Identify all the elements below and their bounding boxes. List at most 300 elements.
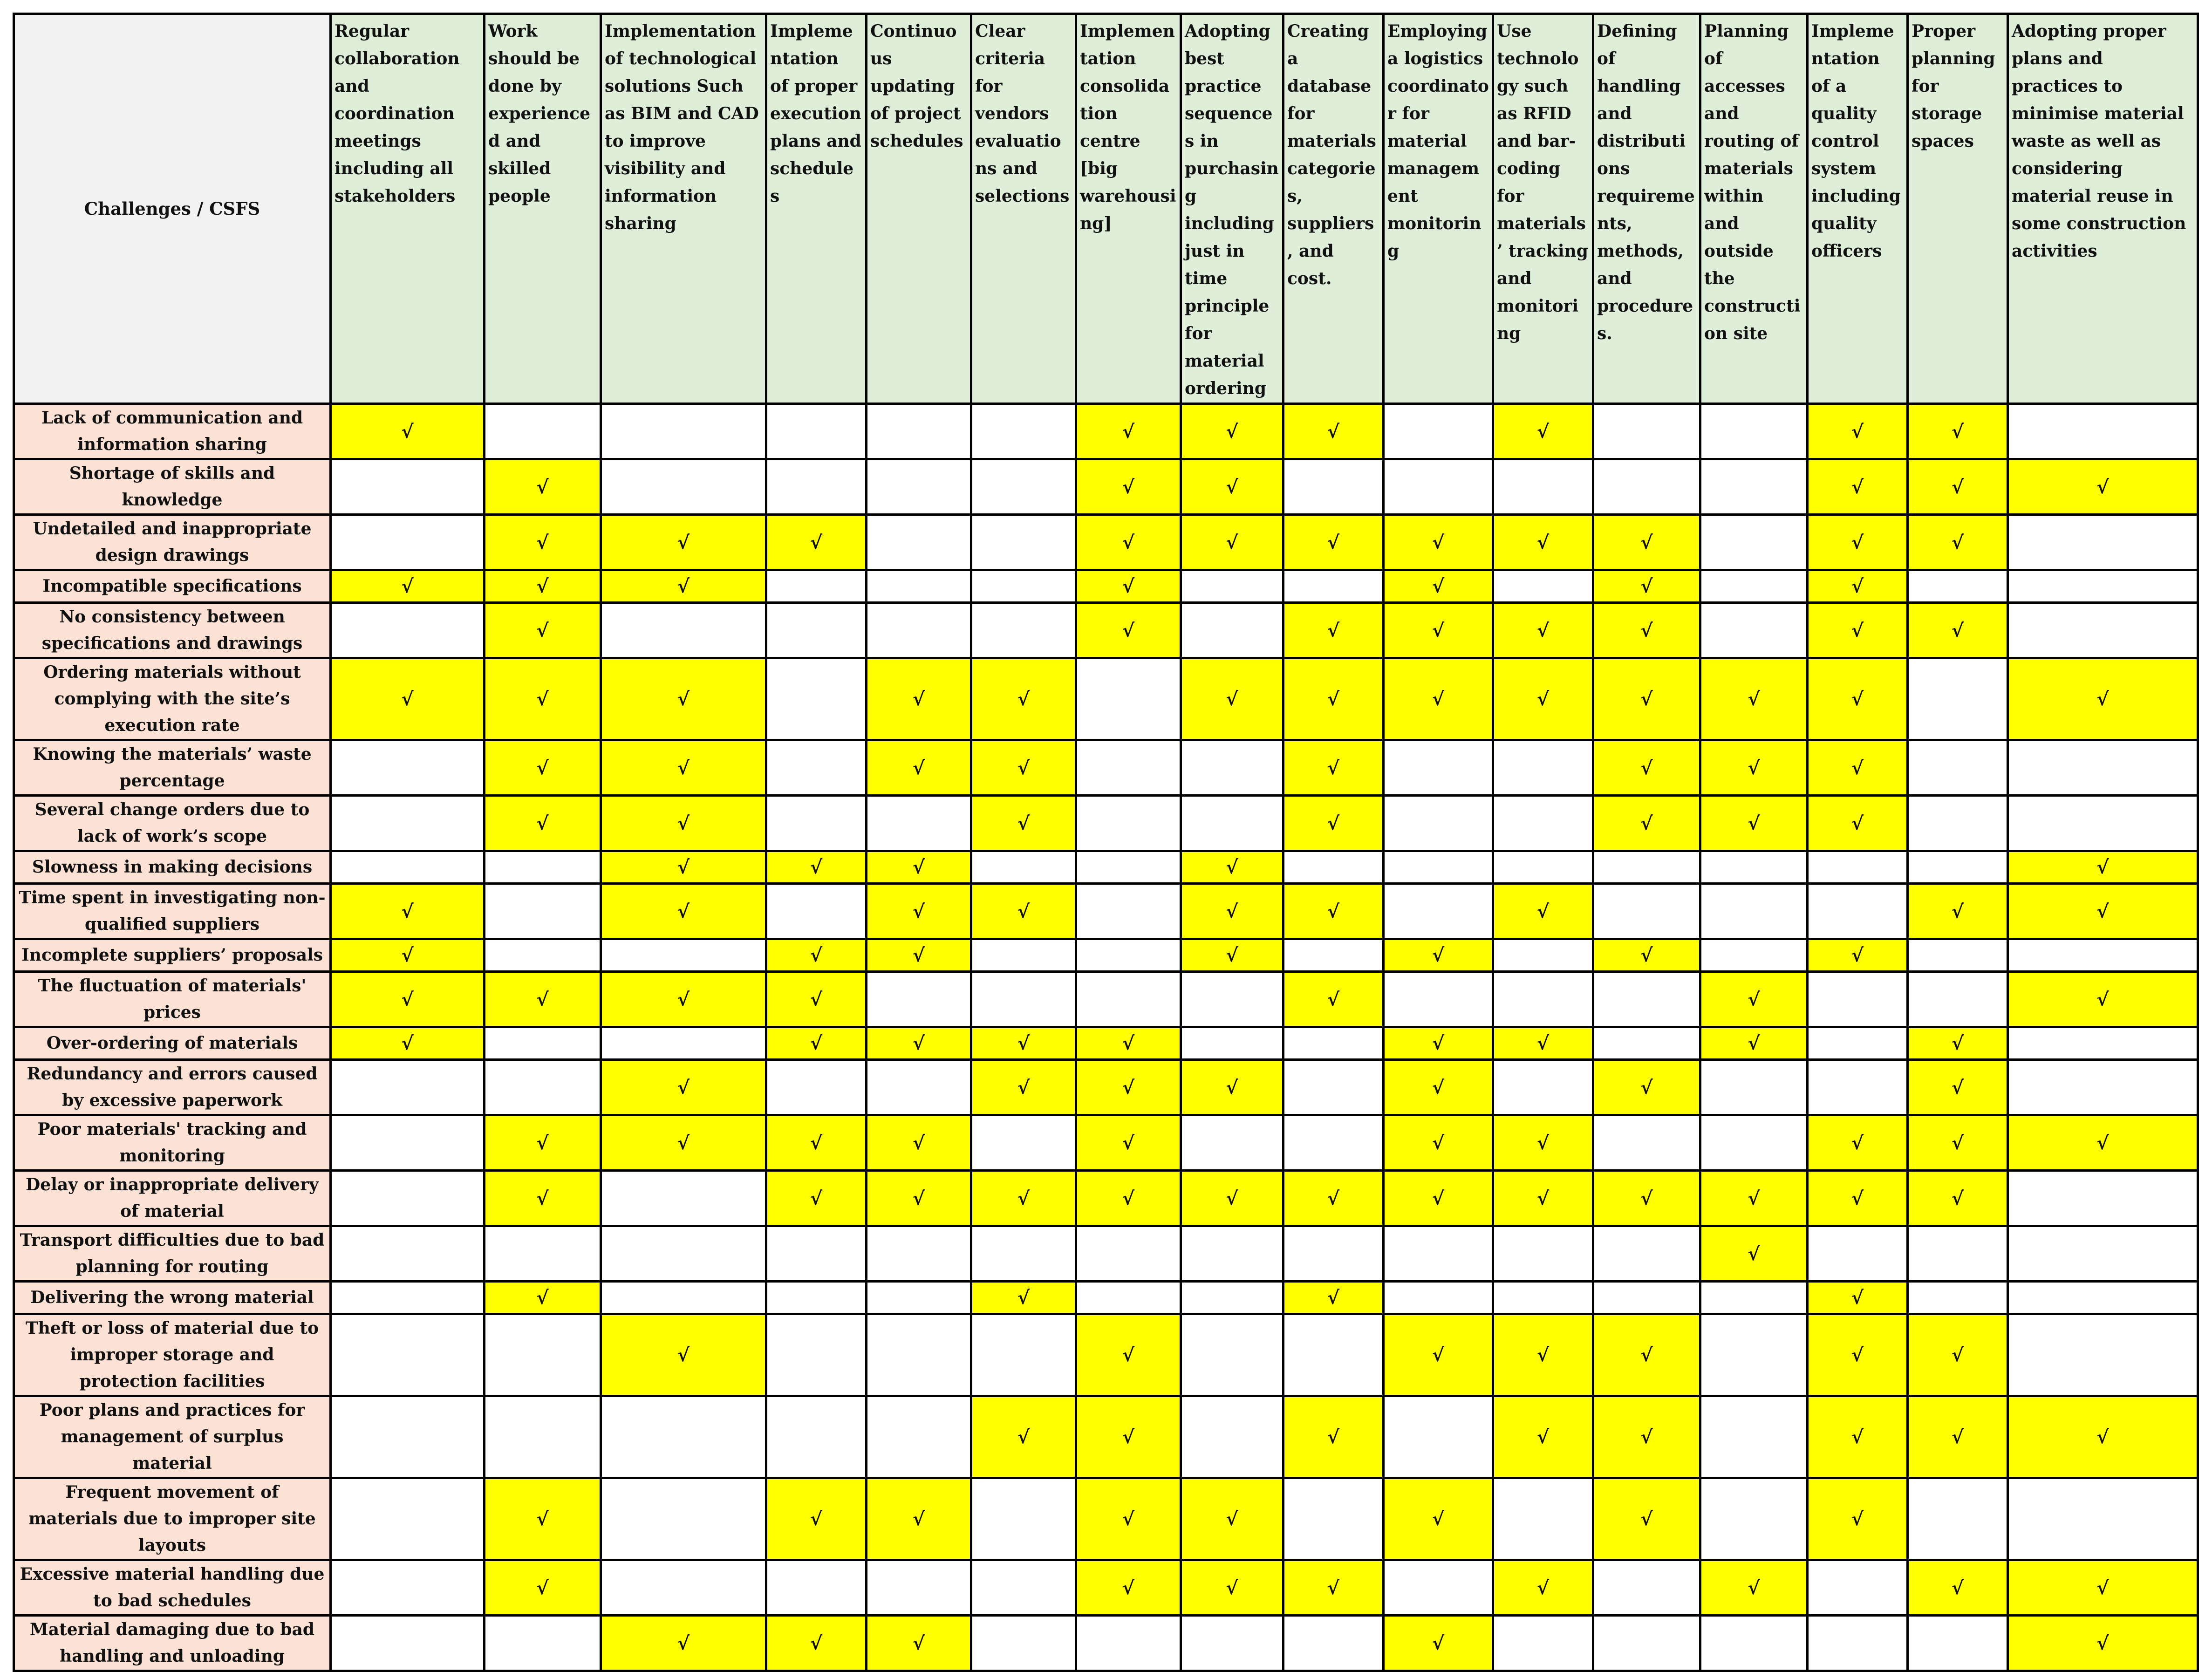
empty-cell (1593, 1560, 1700, 1616)
empty-cell (766, 459, 867, 515)
check-cell: √ (1181, 658, 1284, 740)
empty-cell (331, 740, 485, 796)
check-cell: √ (1284, 740, 1384, 796)
empty-cell (1384, 740, 1493, 796)
empty-cell (485, 1616, 601, 1671)
csf-column-header: Implementation of a quality control system including quality officers (1808, 14, 1908, 404)
check-cell: √ (1593, 515, 1700, 570)
check-cell: √ (867, 1616, 971, 1671)
empty-cell (1700, 1115, 1808, 1171)
challenge-label: Several change orders due to lack of work’s scope (14, 796, 331, 851)
check-cell: √ (1908, 1027, 2008, 1060)
empty-cell (971, 1226, 1076, 1282)
check-cell: √ (1076, 459, 1181, 515)
empty-cell (1908, 1282, 2008, 1314)
empty-cell (2008, 740, 2198, 796)
challenge-row (14, 1060, 2198, 1115)
csf-column-header: Planning of accesses and routing of materials within and outside the construction site (1700, 14, 1808, 404)
challenge-label: Shortage of skills and knowledge (14, 459, 331, 515)
challenge-row (14, 884, 2198, 939)
empty-cell (766, 1560, 867, 1616)
check-cell: √ (601, 884, 766, 939)
empty-cell (971, 515, 1076, 570)
empty-cell (601, 603, 766, 658)
empty-cell (1593, 884, 1700, 939)
challenge-label: Poor materials' tracking and monitoring (14, 1115, 331, 1171)
check-cell: √ (971, 740, 1076, 796)
empty-cell (1700, 1616, 1808, 1671)
check-cell: √ (1284, 972, 1384, 1027)
check-cell: √ (1908, 884, 2008, 939)
check-cell: √ (2008, 1396, 2198, 1478)
check-cell: √ (1076, 1314, 1181, 1396)
empty-cell (1076, 939, 1181, 972)
challenge-row (14, 603, 2198, 658)
empty-cell (1284, 1616, 1384, 1671)
empty-cell (1076, 884, 1181, 939)
check-cell: √ (1384, 939, 1493, 972)
check-cell: √ (1700, 1560, 1808, 1616)
empty-cell (331, 1314, 485, 1396)
check-cell: √ (1908, 1560, 2008, 1616)
empty-cell (867, 603, 971, 658)
empty-cell (601, 1396, 766, 1478)
empty-cell (867, 404, 971, 459)
check-cell: √ (601, 972, 766, 1027)
empty-cell (1493, 972, 1593, 1027)
check-cell: √ (1808, 658, 1908, 740)
check-cell: √ (1808, 1115, 1908, 1171)
empty-cell (867, 1560, 971, 1616)
challenge-row (14, 851, 2198, 884)
empty-cell (1593, 1027, 1700, 1060)
check-cell: √ (1808, 404, 1908, 459)
check-cell: √ (331, 939, 485, 972)
empty-cell (1384, 459, 1493, 515)
empty-cell (1700, 1478, 1808, 1560)
empty-cell (766, 603, 867, 658)
empty-cell (485, 939, 601, 972)
empty-cell (1700, 884, 1808, 939)
check-cell: √ (1076, 570, 1181, 603)
check-cell: √ (485, 1478, 601, 1560)
empty-cell (1181, 796, 1284, 851)
check-cell: √ (1808, 1478, 1908, 1560)
empty-cell (485, 884, 601, 939)
check-cell: √ (1700, 796, 1808, 851)
check-cell: √ (1493, 603, 1593, 658)
empty-cell (971, 570, 1076, 603)
empty-cell (331, 851, 485, 884)
check-cell: √ (1808, 1314, 1908, 1396)
check-cell: √ (485, 570, 601, 603)
check-cell: √ (2008, 884, 2198, 939)
empty-cell (1284, 1027, 1384, 1060)
challenge-row (14, 1314, 2198, 1396)
check-cell: √ (1384, 658, 1493, 740)
empty-cell (2008, 1027, 2198, 1060)
empty-cell (1076, 658, 1181, 740)
empty-cell (485, 851, 601, 884)
challenge-label: Delivering the wrong material (14, 1282, 331, 1314)
check-cell: √ (1808, 570, 1908, 603)
challenge-label: Delay or inappropriate delivery of material (14, 1171, 331, 1226)
check-cell: √ (1808, 1282, 1908, 1314)
empty-cell (1908, 972, 2008, 1027)
check-cell: √ (601, 1314, 766, 1396)
check-cell: √ (1284, 1282, 1384, 1314)
check-cell: √ (1593, 796, 1700, 851)
empty-cell (971, 1478, 1076, 1560)
empty-cell (1076, 1616, 1181, 1671)
empty-cell (1700, 603, 1808, 658)
check-cell: √ (1808, 515, 1908, 570)
challenge-row (14, 1560, 2198, 1616)
check-cell: √ (1700, 972, 1808, 1027)
check-cell: √ (601, 851, 766, 884)
empty-cell (766, 658, 867, 740)
empty-cell (766, 570, 867, 603)
check-cell: √ (2008, 972, 2198, 1027)
check-cell: √ (1284, 515, 1384, 570)
empty-cell (1384, 1226, 1493, 1282)
csf-column-header: Implementation of proper execution plans and schedules (766, 14, 867, 404)
check-cell: √ (971, 1060, 1076, 1115)
empty-cell (1076, 1226, 1181, 1282)
check-cell: √ (1493, 658, 1593, 740)
check-cell: √ (867, 884, 971, 939)
check-cell: √ (766, 1616, 867, 1671)
check-cell: √ (1593, 1060, 1700, 1115)
empty-cell (1593, 1282, 1700, 1314)
empty-cell (601, 1171, 766, 1226)
check-cell: √ (1493, 1115, 1593, 1171)
matrix-body (14, 404, 2198, 1671)
check-cell: √ (766, 1171, 867, 1226)
challenge-row (14, 1396, 2198, 1478)
check-cell: √ (766, 851, 867, 884)
empty-cell (1908, 939, 2008, 972)
empty-cell (1808, 1616, 1908, 1671)
check-cell: √ (1493, 1171, 1593, 1226)
check-cell: √ (331, 570, 485, 603)
check-cell: √ (1908, 1115, 2008, 1171)
check-cell: √ (1808, 939, 1908, 972)
check-cell: √ (601, 1115, 766, 1171)
empty-cell (485, 1396, 601, 1478)
empty-cell (1284, 570, 1384, 603)
check-cell: √ (1908, 459, 2008, 515)
empty-cell (1700, 939, 1808, 972)
empty-cell (1593, 404, 1700, 459)
check-cell: √ (1493, 404, 1593, 459)
empty-cell (1700, 1314, 1808, 1396)
check-cell: √ (867, 1171, 971, 1226)
empty-cell (766, 1226, 867, 1282)
challenge-label: Ordering materials without complying with the site’s execution rate (14, 658, 331, 740)
empty-cell (1181, 1027, 1284, 1060)
empty-cell (2008, 796, 2198, 851)
empty-cell (1808, 1226, 1908, 1282)
check-cell: √ (766, 515, 867, 570)
csf-column-header: Creating a database for materials categories, suppliers, and cost. (1284, 14, 1384, 404)
empty-cell (1493, 851, 1593, 884)
check-cell: √ (1384, 603, 1493, 658)
empty-cell (971, 1115, 1076, 1171)
check-cell: √ (1700, 1171, 1808, 1226)
challenge-label: Undetailed and inappropriate design drawings (14, 515, 331, 570)
check-cell: √ (601, 796, 766, 851)
empty-cell (601, 459, 766, 515)
check-cell: √ (601, 1616, 766, 1671)
check-cell: √ (485, 796, 601, 851)
empty-cell (2008, 1226, 2198, 1282)
corner-header: Challenges / CSFS (14, 14, 331, 404)
empty-cell (1700, 851, 1808, 884)
empty-cell (331, 1478, 485, 1560)
check-cell: √ (1493, 1560, 1593, 1616)
challenge-row (14, 404, 2198, 459)
check-cell: √ (971, 1396, 1076, 1478)
empty-cell (601, 404, 766, 459)
empty-cell (971, 939, 1076, 972)
empty-cell (331, 1171, 485, 1226)
empty-cell (1593, 972, 1700, 1027)
empty-cell (1700, 404, 1808, 459)
check-cell: √ (331, 1027, 485, 1060)
check-cell: √ (971, 796, 1076, 851)
check-cell: √ (485, 740, 601, 796)
header-row (14, 14, 2198, 404)
check-cell: √ (1493, 1314, 1593, 1396)
check-cell: √ (766, 939, 867, 972)
empty-cell (331, 459, 485, 515)
check-cell: √ (601, 740, 766, 796)
challenges-csfs-matrix (13, 13, 2199, 1672)
empty-cell (601, 1027, 766, 1060)
empty-cell (1284, 851, 1384, 884)
check-cell: √ (485, 1560, 601, 1616)
csf-column-header: Implementation of technological solutions Such as BIM and CAD to improve visibility and information sharing (601, 14, 766, 404)
empty-cell (1384, 851, 1493, 884)
check-cell: √ (867, 1115, 971, 1171)
check-cell: √ (1076, 1027, 1181, 1060)
empty-cell (867, 570, 971, 603)
empty-cell (1908, 851, 2008, 884)
check-cell: √ (1493, 1396, 1593, 1478)
challenge-label: Frequent movement of materials due to improper site layouts (14, 1478, 331, 1560)
empty-cell (331, 1226, 485, 1282)
empty-cell (331, 515, 485, 570)
empty-cell (1593, 1226, 1700, 1282)
check-cell: √ (331, 972, 485, 1027)
check-cell: √ (1908, 1060, 2008, 1115)
empty-cell (1808, 1027, 1908, 1060)
check-cell: √ (1908, 404, 2008, 459)
empty-cell (1808, 972, 1908, 1027)
empty-cell (331, 603, 485, 658)
empty-cell (1593, 459, 1700, 515)
challenge-label: Redundancy and errors caused by excessive paperwork (14, 1060, 331, 1115)
challenge-row (14, 1616, 2198, 1671)
check-cell: √ (867, 851, 971, 884)
empty-cell (766, 884, 867, 939)
check-cell: √ (331, 884, 485, 939)
empty-cell (971, 459, 1076, 515)
csf-column-header: Use technology such as RFID and bar-coding for materials’ tracking and monitoring (1493, 14, 1593, 404)
empty-cell (971, 1560, 1076, 1616)
empty-cell (1181, 1314, 1284, 1396)
check-cell: √ (766, 1478, 867, 1560)
challenge-label: Lack of communication and information sharing (14, 404, 331, 459)
empty-cell (867, 1226, 971, 1282)
empty-cell (1384, 1282, 1493, 1314)
check-cell: √ (1593, 740, 1700, 796)
check-cell: √ (1076, 1115, 1181, 1171)
empty-cell (1181, 1282, 1284, 1314)
empty-cell (971, 1314, 1076, 1396)
empty-cell (331, 1560, 485, 1616)
empty-cell (1076, 796, 1181, 851)
challenge-label: Theft or loss of material due to improper storage and protection facilities (14, 1314, 331, 1396)
empty-cell (2008, 1171, 2198, 1226)
csf-column-header: Defining of handling and distributions requirements, methods, and procedures. (1593, 14, 1700, 404)
check-cell: √ (601, 1060, 766, 1115)
empty-cell (331, 1396, 485, 1478)
empty-cell (1493, 1060, 1593, 1115)
empty-cell (1284, 459, 1384, 515)
check-cell: √ (1076, 1560, 1181, 1616)
check-cell: √ (1284, 796, 1384, 851)
empty-cell (485, 1226, 601, 1282)
challenge-row (14, 570, 2198, 603)
check-cell: √ (1181, 459, 1284, 515)
empty-cell (766, 1060, 867, 1115)
empty-cell (485, 1027, 601, 1060)
empty-cell (867, 1060, 971, 1115)
check-cell: √ (2008, 459, 2198, 515)
empty-cell (601, 1282, 766, 1314)
empty-cell (1181, 603, 1284, 658)
empty-cell (601, 939, 766, 972)
csf-column-header: Continuous updating of project schedules (867, 14, 971, 404)
empty-cell (1808, 1060, 1908, 1115)
check-cell: √ (1493, 515, 1593, 570)
empty-cell (1908, 658, 2008, 740)
check-cell: √ (766, 1115, 867, 1171)
empty-cell (971, 404, 1076, 459)
empty-cell (1181, 740, 1284, 796)
empty-cell (1181, 1396, 1284, 1478)
csf-column-header: Employing a logistics coordinator for material management monitoring (1384, 14, 1493, 404)
empty-cell (971, 972, 1076, 1027)
empty-cell (2008, 404, 2198, 459)
check-cell: √ (1908, 603, 2008, 658)
check-cell: √ (485, 1282, 601, 1314)
check-cell: √ (1284, 658, 1384, 740)
check-cell: √ (485, 658, 601, 740)
check-cell: √ (867, 1027, 971, 1060)
check-cell: √ (1384, 1115, 1493, 1171)
challenge-row (14, 1027, 2198, 1060)
empty-cell (1284, 939, 1384, 972)
check-cell: √ (1181, 404, 1284, 459)
empty-cell (1700, 1282, 1808, 1314)
check-cell: √ (1181, 515, 1284, 570)
empty-cell (331, 1115, 485, 1171)
check-cell: √ (1593, 939, 1700, 972)
empty-cell (766, 796, 867, 851)
empty-cell (485, 404, 601, 459)
empty-cell (766, 740, 867, 796)
check-cell: √ (1076, 515, 1181, 570)
challenge-label: The fluctuation of materials' prices (14, 972, 331, 1027)
empty-cell (1908, 1226, 2008, 1282)
empty-cell (867, 515, 971, 570)
empty-cell (1908, 570, 2008, 603)
empty-cell (601, 1478, 766, 1560)
empty-cell (1493, 570, 1593, 603)
empty-cell (1493, 1226, 1593, 1282)
check-cell: √ (1493, 1027, 1593, 1060)
check-cell: √ (1384, 1478, 1493, 1560)
empty-cell (485, 1314, 601, 1396)
check-cell: √ (1908, 1171, 2008, 1226)
empty-cell (1284, 1226, 1384, 1282)
check-cell: √ (766, 1027, 867, 1060)
check-cell: √ (1593, 570, 1700, 603)
check-cell: √ (331, 404, 485, 459)
check-cell: √ (1808, 459, 1908, 515)
check-cell: √ (1593, 1478, 1700, 1560)
check-cell: √ (1700, 658, 1808, 740)
check-cell: √ (1384, 515, 1493, 570)
csf-column-header: Clear criteria for vendors evaluations and selections (971, 14, 1076, 404)
check-cell: √ (1908, 1314, 2008, 1396)
empty-cell (2008, 570, 2198, 603)
csf-column-header: Regular collaboration and coordination meetings including all stakeholders (331, 14, 485, 404)
challenge-row (14, 1226, 2198, 1282)
empty-cell (971, 851, 1076, 884)
check-cell: √ (1384, 1060, 1493, 1115)
check-cell: √ (1181, 1478, 1284, 1560)
check-cell: √ (2008, 658, 2198, 740)
challenge-row (14, 515, 2198, 570)
empty-cell (1700, 459, 1808, 515)
challenge-row (14, 939, 2198, 972)
check-cell: √ (1076, 603, 1181, 658)
empty-cell (1384, 796, 1493, 851)
empty-cell (1181, 1115, 1284, 1171)
empty-cell (2008, 603, 2198, 658)
challenge-row (14, 658, 2198, 740)
check-cell: √ (1700, 1027, 1808, 1060)
empty-cell (2008, 515, 2198, 570)
check-cell: √ (1493, 884, 1593, 939)
empty-cell (2008, 1314, 2198, 1396)
empty-cell (1284, 1314, 1384, 1396)
empty-cell (1284, 1060, 1384, 1115)
challenge-label: Poor plans and practices for management of surplus material (14, 1396, 331, 1478)
empty-cell (331, 1282, 485, 1314)
check-cell: √ (1593, 1396, 1700, 1478)
challenge-label: Incompatible specifications (14, 570, 331, 603)
check-cell: √ (1284, 603, 1384, 658)
empty-cell (971, 1616, 1076, 1671)
check-cell: √ (1593, 1314, 1700, 1396)
check-cell: √ (1908, 1396, 2008, 1478)
check-cell: √ (971, 1171, 1076, 1226)
